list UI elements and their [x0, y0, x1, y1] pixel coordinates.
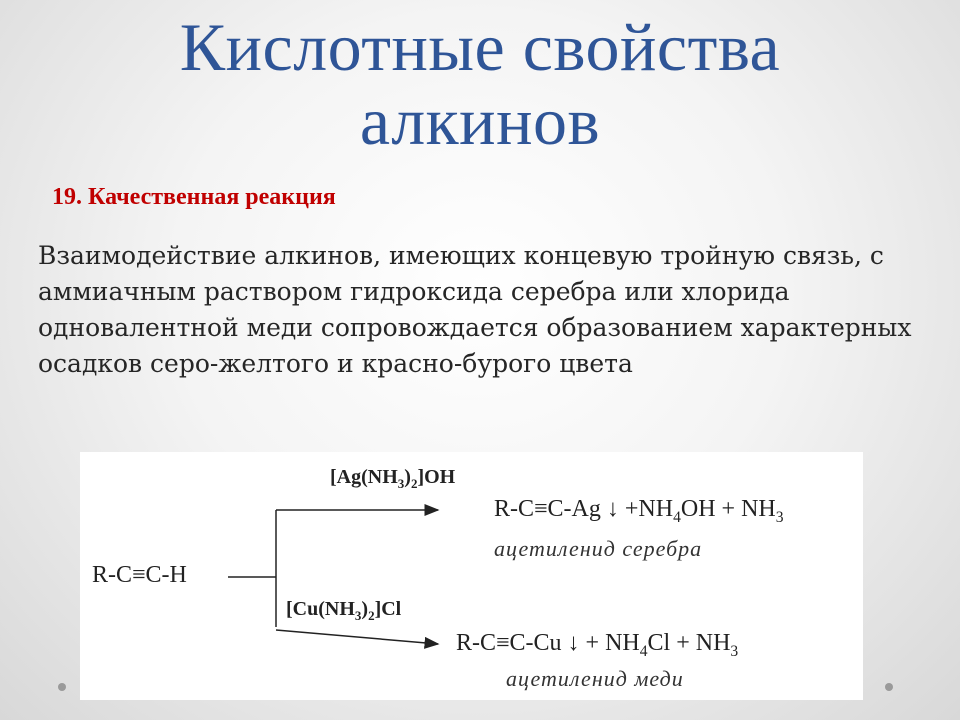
section-subtitle: 19. Качественная реакция	[52, 184, 336, 210]
slide-dot-left	[58, 683, 66, 691]
product-silver-formula: R-C≡C-Ag ↓ $+NH_4OH + NH_3$	[494, 496, 784, 526]
title-line-1: Кислотные свойства	[179, 9, 781, 85]
arrow-lower	[276, 630, 438, 644]
body-paragraph: Взаимодействие алкинов, имеющих концевую тройную связь, с аммиачным раствором гидроксида серебра или хлорида одновалентной меди сопровождается образованием характерных осадков серо-желтого и красно-бурого цвета	[38, 241, 912, 378]
reagent-copper: $[Cu(NH_3)_2]Cl$	[286, 598, 402, 623]
reagent-silver: $[Ag(NH_3)_2]OH$	[330, 466, 456, 491]
title-line-2: алкинов	[359, 83, 601, 159]
reaction-scheme	[80, 452, 863, 700]
product-copper-formula: R-C≡C-Cu ↓ + $NH_4Cl + NH_3$	[456, 630, 739, 660]
product-copper-name: ацетиленид меди	[506, 666, 684, 691]
product-silver-name: ацетиленид серебра	[494, 536, 703, 561]
slide-dot-right	[885, 683, 893, 691]
reaction-arrows	[80, 452, 863, 700]
reactant-formula: R-C≡C-H	[92, 562, 187, 588]
page-title	[0, 10, 960, 158]
